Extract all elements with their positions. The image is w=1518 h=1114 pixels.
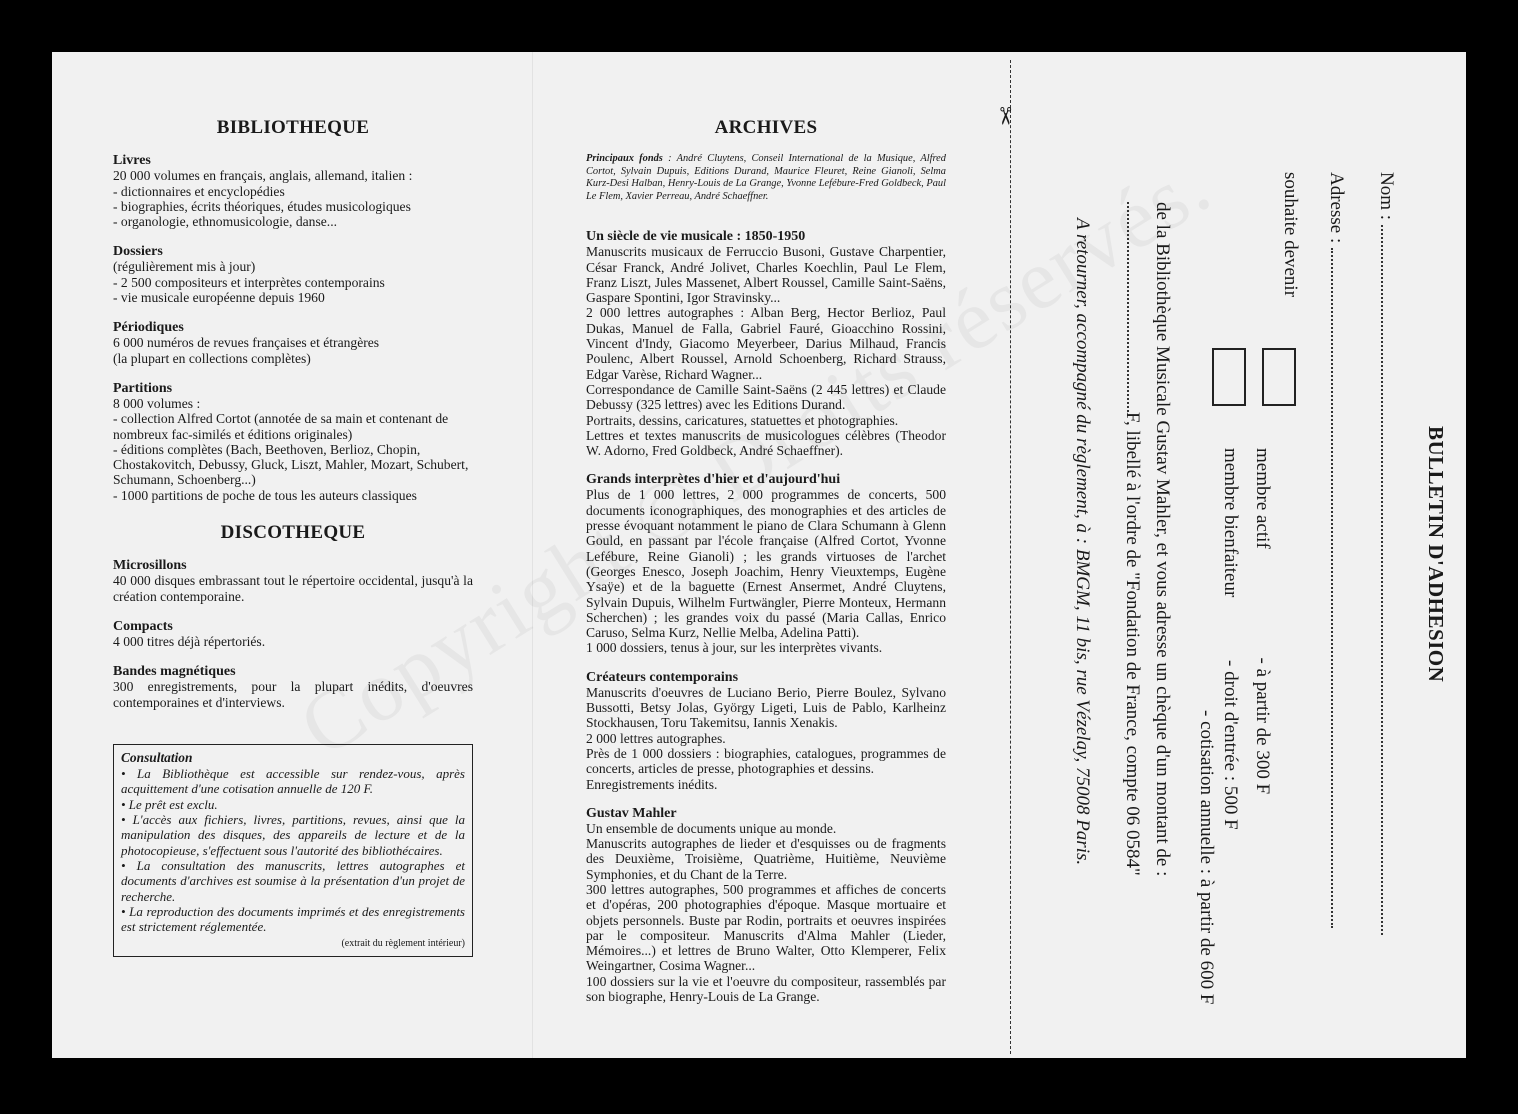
fonds-text: : André Cluytens, Conseil International de la Musique, Alfred Cortot, Sylvain Dupuis, Editions Durand, Maurice Fleuret, Reine Gianoli, Selma Kurz-Desi Halban, Henry-Louis de La Grange, Yvonne Lefébure-Fred Goldbeck, Paul Le Flem, Xavier Perreau, André Schaeffner. bbox=[586, 153, 946, 202]
cotisation-row bbox=[1194, 710, 1218, 1004]
brochure-sheet bbox=[52, 52, 1466, 1058]
cut-line bbox=[1010, 60, 1011, 1054]
membre-bienfaiteur-label: membre bienfaiteur bbox=[1220, 448, 1241, 598]
membre-actif-price: - à partir de 300 F bbox=[1252, 657, 1273, 795]
archives-section-line: 2 000 lettres autographes : Alban Berg, Hector Berlioz, Paul Dukas, Manuel de Falla, Gabriel Fauré, Gioacchino Rossini, Vincent d'Indy, Giacomo Meyerbeer, Darius Milhaud, Francis Poulenc, Albert Roussel, Arnold Schoenberg, Richard Strauss, Edgar Varèse, Richard Wagner... bbox=[586, 305, 946, 382]
souhaite-row bbox=[1278, 172, 1302, 297]
bibliotheque-title: BIBLIOTHEQUE bbox=[216, 117, 370, 138]
consultation-item: • La reproduction des documents imprimés et des enregistrements est strictement réglementée. bbox=[121, 903, 465, 935]
membership-form bbox=[1020, 52, 1464, 1058]
archives-section-line: Enregistrements inédits. bbox=[586, 776, 718, 792]
archives-section-heading: Gustav Mahler bbox=[586, 805, 677, 821]
bibliotheque-section-heading: Dossiers bbox=[113, 244, 163, 260]
bibliotheque-section-heading: Partitions bbox=[113, 380, 173, 396]
archives-section-line: 2 000 lettres autographes. bbox=[586, 730, 726, 746]
nom-label: Nom : bbox=[1376, 172, 1397, 221]
discotheque-section-line: 300 enregistrements, pour la plupart inédits, d'oeuvres contemporaines et d'interviews. bbox=[113, 679, 473, 710]
consultation-item: • La consultation des manuscrits, lettres autographes et documents d'archives est soumise à la présentation d'un projet de recherche. bbox=[121, 857, 465, 904]
left-panel bbox=[113, 117, 473, 957]
consultation-box bbox=[113, 744, 473, 957]
bibliotheque-sections bbox=[113, 153, 473, 503]
libelle-row bbox=[1120, 202, 1144, 876]
bibliotheque-section-line: - 1000 partitions de poche de tous les auteurs classiques bbox=[113, 487, 417, 503]
bulletin-title: BULLETIN D'ADHESION bbox=[1424, 426, 1448, 683]
archives-section-line: 1 000 dossiers, tenus à jour, sur les interprètes vivants. bbox=[586, 640, 883, 656]
bibliotheque-section-line: - 2 500 compositeurs et interprètes contemporains bbox=[113, 274, 385, 290]
bibliotheque-section-line: - vie musicale européenne depuis 1960 bbox=[113, 290, 325, 306]
cheque-text: de la Bibliothèque Musicale Gustav Mahler, et vous adresse un chèque d'un montant de : bbox=[1152, 202, 1173, 877]
archives-section-line: Manuscrits autographes de lieder et d'esquisses ou de fragments des Deuxième, Troisième, Quatrième, Huitième, Neuvième Symphonies, et du Chant de la Terre. bbox=[586, 836, 946, 882]
adresse-field[interactable] bbox=[1331, 248, 1347, 928]
discotheque-sections bbox=[113, 558, 473, 709]
archives-section-line: Lettres et textes manuscrits de musicologues célèbres (Theodor W. Adorno, Fred Goldbeck, André Schaeffner). bbox=[586, 427, 946, 459]
bibliotheque-section-line: - collection Alfred Cortot (annotée de sa main et contenant de nombreux fac-similés et éditions originales) bbox=[113, 411, 449, 442]
consultation-items bbox=[121, 766, 465, 934]
discotheque-section-line: 4 000 titres déjà répertoriés. bbox=[113, 633, 266, 649]
discotheque-section-line: 40 000 disques embrassant tout le répertoire occidental, jusqu'à la création contemporaine. bbox=[113, 573, 473, 604]
libelle-text: F, libellé à l'ordre de "Fondation de France, compte 06 0584" bbox=[1122, 412, 1143, 876]
bibliotheque-section-line: - dictionnaires et encyclopédies bbox=[113, 183, 285, 199]
discotheque-section-block bbox=[113, 664, 473, 710]
bibliotheque-section-heading: Périodiques bbox=[113, 320, 184, 336]
bibliotheque-section-block bbox=[113, 381, 473, 503]
nom-field[interactable] bbox=[1381, 225, 1397, 935]
membre-bienfaiteur-checkbox[interactable] bbox=[1212, 348, 1246, 406]
archives-section-line: Un ensemble de documents unique au monde. bbox=[586, 820, 837, 836]
membre-actif-label: membre actif bbox=[1252, 448, 1273, 549]
archives-section-line: Correspondance de Camille Saint-Saëns (2 445 lettres) et Claude Debussy (325 lettres) avec les Editions Durand. bbox=[586, 381, 946, 413]
scissors-icon: ✂ bbox=[991, 105, 1018, 127]
archives-title: ARCHIVES bbox=[714, 117, 818, 138]
archives-section-line: Portraits, dessins, caricatures, statuettes et photographies. bbox=[586, 412, 899, 428]
archives-section-line: 300 lettres autographes, 500 programmes et affiches de concerts et d'opéras, 200 photographies d'époque. Masque mortuaire et objets personnels. Buste par Rodin, portraits et oeuvres inspirées par le compositeur. Manuscrits d'Alma Mahler (Lieder, Mémoires...) et lettres de Bruno Walter, Otto Klemperer, Felix Weingartner, Cosima Wagner... bbox=[586, 881, 946, 974]
membre-bienfaiteur-row bbox=[1218, 448, 1242, 830]
cheque-row bbox=[1150, 202, 1174, 876]
retour-row bbox=[1070, 218, 1094, 865]
bibliotheque-section-line: 20 000 volumes en français, anglais, allemand, italien : bbox=[113, 168, 413, 184]
checkboxes bbox=[1212, 348, 1296, 406]
membre-actif-row bbox=[1250, 448, 1274, 794]
retour-text: A retourner, accompagné du règlement, à : BMGM, 11 bis, rue Vézelay, 75008 Paris. bbox=[1072, 218, 1093, 866]
bibliotheque-section-heading: Livres bbox=[113, 153, 151, 169]
adresse-label: Adresse : bbox=[1326, 172, 1347, 244]
bibliotheque-section-line: - organologie, ethnomusicologie, danse... bbox=[113, 214, 337, 230]
souhaite-label: souhaite devenir bbox=[1280, 172, 1301, 298]
membre-actif-checkbox[interactable] bbox=[1262, 348, 1296, 406]
droit-entree: - droit d'entrée : 500 F bbox=[1220, 660, 1241, 830]
montant-field[interactable] bbox=[1127, 202, 1143, 412]
discotheque-section-heading: Compacts bbox=[113, 618, 173, 634]
principaux-fonds bbox=[586, 153, 946, 203]
membership-form-panel bbox=[1020, 52, 1464, 1058]
fonds-label: Principaux fonds bbox=[586, 153, 663, 165]
consultation-note: (extrait du règlement intérieur) bbox=[341, 938, 465, 950]
bibliotheque-section-block bbox=[113, 244, 473, 305]
consultation-item: • La Bibliothèque est accessible sur rendez-vous, après acquittement d'une cotisation annuelle de 120 F. bbox=[121, 766, 465, 797]
archives-section-line: Plus de 1 000 lettres, 2 000 programmes de concerts, 500 documents iconographiques, des monographies et des articles de presse évoquant notamment le piano de Clara Schumann à Glenn Gould, en passant par l'école française (Alfred Cortot, Yvonne Lefébure, Reine Gianoli) ; les grands virtuoses de l'archet (Georges Enesco, Joseph Joachim, Henry Vieuxtemps, Eugène Ysaÿe) et de la baguette (Ernest Ansermet, André Cluytens, Sylvain Dupuis, Wilhelm Furtwängler, Pierre Monteux, Hermann Scherchen) ; les grandes voix du passé (Maria Callas, Enrico Caruso, Selma Kurz, Nellie Melba, Adelina Patti). bbox=[586, 487, 946, 641]
discotheque-section-block bbox=[113, 558, 473, 604]
archives-section-block bbox=[586, 670, 946, 792]
bibliotheque-section-line: (la plupart en collections complètes) bbox=[113, 350, 311, 366]
bibliotheque-section-line: - biographies, écrits théoriques, études musicologiques bbox=[113, 198, 411, 214]
archives-section-block bbox=[586, 229, 946, 458]
adresse-row bbox=[1324, 172, 1348, 928]
bibliotheque-section-line: 8 000 volumes : bbox=[113, 395, 201, 411]
bibliotheque-section-block bbox=[113, 320, 473, 366]
archives-section-line: Manuscrits musicaux de Ferruccio Busoni, Gustave Charpentier, César Franck, André Jolivet, Charles Koechlin, Paul Le Flem, Franz Liszt, Jules Massenet, Albert Roussel, Camille Saint-Saëns, Gaspare Spontini, Igor Stravinsky... bbox=[586, 244, 946, 306]
discotheque-section-heading: Microsillons bbox=[113, 558, 187, 574]
archives-section-line: Manuscrits d'oeuvres de Luciano Berio, Pierre Boulez, Sylvano Bussotti, Betsy Jolas, György Ligeti, Luis de Pablo, Karlheinz Stockhausen, Toru Takemitsu, Iannis Xenakis. bbox=[586, 684, 946, 731]
archives-section-heading: Créateurs contemporains bbox=[586, 669, 739, 685]
archives-section-line: Près de 1 000 dossiers : biographies, catalogues, programmes de concerts, articles de presse, photographies et dessins. bbox=[586, 745, 946, 777]
bibliotheque-section-block bbox=[113, 153, 473, 229]
archives-section-heading: Un siècle de vie musicale : 1850-1950 bbox=[586, 229, 806, 245]
bibliotheque-section-line: 6 000 numéros de revues françaises et étrangères bbox=[113, 335, 380, 351]
nom-row bbox=[1374, 172, 1398, 935]
consultation-title: Consultation bbox=[121, 749, 193, 765]
bibliotheque-section-line: (régulièrement mis à jour) bbox=[113, 259, 256, 275]
archives-section-heading: Grands interprètes d'hier et d'aujourd'hui bbox=[586, 472, 841, 488]
cotisation-text: - cotisation annuelle : à partir de 600 F bbox=[1196, 710, 1217, 1005]
archives-section-line: 100 dossiers sur la vie et l'oeuvre du compositeur, rassemblés par son biographe, Henry-Louis de La Grange. bbox=[586, 973, 946, 1005]
archives-section-block bbox=[586, 472, 946, 655]
bibliotheque-section-line: - éditions complètes (Bach, Beethoven, Berlioz, Chopin, Chostakovitch, Debussy, Gluck, Liszt, Mahler, Mozart, Schubert, Schumann, Schoenberg...) bbox=[113, 441, 469, 488]
middle-panel bbox=[586, 117, 946, 1018]
consultation-item: • L'accès aux fichiers, livres, partitions, revues, ainsi que la manipulation des disques, des appareils de lecture et de la photocopieuse, s'effectuent sous l'autorité des bibliothécaires. bbox=[121, 812, 465, 858]
archives-section-block bbox=[586, 806, 946, 1005]
archives-sections bbox=[586, 229, 946, 1004]
consultation-item: • Le prêt est exclu. bbox=[121, 796, 218, 812]
discotheque-title: DISCOTHEQUE bbox=[220, 522, 366, 544]
discotheque-section-heading: Bandes magnétiques bbox=[113, 664, 236, 680]
discotheque-section-block bbox=[113, 619, 473, 649]
